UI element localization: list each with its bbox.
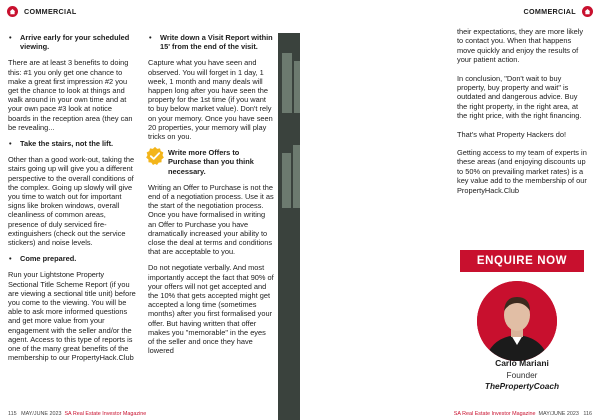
right-footer bbox=[454, 411, 592, 417]
enquire-now-button[interactable]: ENQUIRE NOW bbox=[460, 250, 584, 272]
home-icon bbox=[7, 6, 18, 17]
issue-date: MAY/JUNE 2023 bbox=[21, 411, 62, 417]
page-number: 115 bbox=[8, 411, 17, 417]
paragraph: In conclusion, "Don't wait to buy property, buy property and wait" is outdated and dangerous advice. Buy the right property, in the right area, at the right price, with the right financing. bbox=[457, 73, 582, 121]
verified-check-icon bbox=[145, 146, 165, 166]
magazine-name: SA Real Estate Investor Magazine bbox=[453, 411, 536, 417]
tip-title: • Arrive early for your scheduled viewing. bbox=[8, 33, 136, 51]
section-label: COMMERCIAL bbox=[523, 7, 576, 16]
tip-body: Other than a good work-out, taking the stairs going up will give you a different perspective to the overall conditions of the complex. Going up slowly will give you time to watch out for important signs like broken windows, overall cleanliness of common areas, presence of duly serviced fire-extinguishers (check out the service stickers) and noise levels. bbox=[8, 155, 135, 248]
column-2 bbox=[148, 33, 274, 363]
contact-role: Founder bbox=[506, 370, 538, 380]
tip-title: Write more Offers to Purchase than you think necessary. bbox=[168, 148, 254, 176]
tip-body: Run your Lightstone Property Sectional Title Scheme Report (if you are viewing a sectional title unit) before you come to the viewing. You will be able to ask more informed questions and get more value from your engagement with the seller and/or the agent. Access to this type of reports is one of the many great benefits of the membership to our PropertyHack.Club bbox=[8, 270, 136, 363]
column-3 bbox=[457, 27, 587, 204]
tip-title: • Write down a Visit Report within 15' from the end of the visit. bbox=[148, 33, 274, 51]
tip-title: • Come prepared. bbox=[8, 254, 136, 263]
paragraph: That's what Property Hackers do! bbox=[457, 129, 567, 139]
tip-body: Do not negotiate verbally. And most importantly accept the fact that 90% of your offers will not get accepted and the 10% that gets accepted might get accepted a long time (sometimes months) after you first formalised your offer. But having written that offer makes you "memorable" in the eyes of the seller and once they have lowered bbox=[148, 263, 274, 356]
tip-body: Writing an Offer to Purchase is not the end of a negotiation process. Use it as the start of the negotiation process. Once you have formalised in writing an Offer to Purchase you have dramatically increased your ability to close the deal at terms and conditions that are acceptable to you. bbox=[148, 182, 274, 257]
tip-body: Capture what you have seen and observed. You will forget in 1 day, 1 week, 1 month and many deals will happen long after you have seen the property for the 1st time (if you want to buy below market value). Don't rely on your memory. Once you have seen 20 properties, your memory will play tricks on you. bbox=[148, 58, 273, 142]
section-label: COMMERCIAL bbox=[24, 7, 77, 16]
contact-company: ThePropertyCoach bbox=[484, 381, 560, 391]
home-icon bbox=[582, 6, 593, 17]
tip-body: There are at least 3 benefits to doing this: #1 you only get one chance to make a great first impression #2 you get the chance to look at things and walk around in your own time and at your own pace #3 look at notice boards in the reception area (they can be revealing... bbox=[8, 58, 133, 132]
avatar bbox=[477, 281, 557, 361]
column-1 bbox=[8, 33, 136, 370]
paragraph: Getting access to my team of experts in these areas (and enjoying discounts up to 50% on prevailing market rates) is a key value add to the membership of our PropertyHack.Club bbox=[457, 148, 587, 195]
tip-title: • Take the stairs, not the lift. bbox=[8, 139, 136, 148]
left-header bbox=[7, 6, 77, 17]
magazine-name: SA Real Estate Investor Magazine bbox=[64, 411, 147, 417]
contact-name: Carlo Mariani bbox=[495, 358, 549, 368]
left-footer bbox=[8, 411, 146, 417]
issue-date: MAY/JUNE 2023 bbox=[538, 411, 579, 417]
right-header bbox=[523, 6, 593, 17]
page-number: 116 bbox=[583, 411, 592, 417]
paragraph: their expectations, they are more likely to contact you. When that happens move quickly and enjoy the results of your patient action. bbox=[457, 27, 584, 65]
